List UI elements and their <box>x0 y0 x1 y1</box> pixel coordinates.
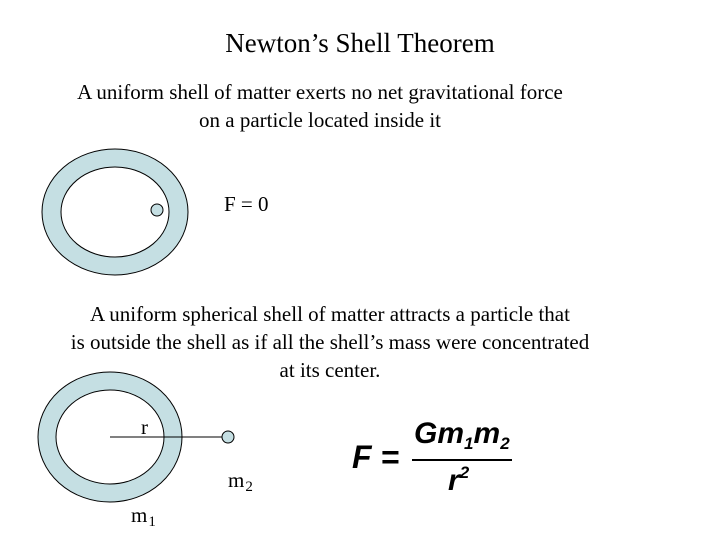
mass-subscript: 2 <box>500 434 510 453</box>
formula-lhs: F = <box>352 439 400 475</box>
mass-subscript: 2 <box>245 479 254 495</box>
shell-mass-label <box>131 503 157 531</box>
outside-shell-statement <box>20 300 640 384</box>
statement-line: is outside the shell as if all the shell’s mass were concentrated <box>70 330 590 354</box>
mass-symbol: m <box>228 468 246 492</box>
statement-line: on a particle located inside it <box>199 108 441 132</box>
distance-symbol: r <box>448 464 460 497</box>
formula-numerator <box>414 417 510 454</box>
inner-particle-diagram <box>42 149 188 275</box>
outer-particle-diagram <box>38 372 234 502</box>
spherical-shell <box>42 149 188 275</box>
particle <box>151 204 163 216</box>
statement-line: at its center. <box>279 358 381 382</box>
exponent: 2 <box>459 463 470 482</box>
mass-subscript: 1 <box>464 434 474 453</box>
force-zero-label: F = 0 <box>224 192 269 216</box>
fraction-bar <box>412 459 512 461</box>
mass-symbol: m <box>473 417 501 450</box>
gravitational-constant: G <box>414 417 438 450</box>
radius-label: r <box>141 415 148 439</box>
mass-symbol: m <box>131 503 149 527</box>
slide-title: Newton’s Shell Theorem <box>225 28 495 58</box>
particle-mass-label <box>228 468 254 496</box>
mass-symbol: m <box>437 417 465 450</box>
statement-line: A uniform shell of matter exerts no net gravitational force <box>77 80 563 104</box>
formula-denominator <box>448 463 469 498</box>
statement-line: A uniform spherical shell of matter attracts a particle that <box>90 302 570 326</box>
gravity-formula <box>352 415 522 500</box>
particle <box>222 431 234 443</box>
mass-subscript: 1 <box>148 514 157 530</box>
